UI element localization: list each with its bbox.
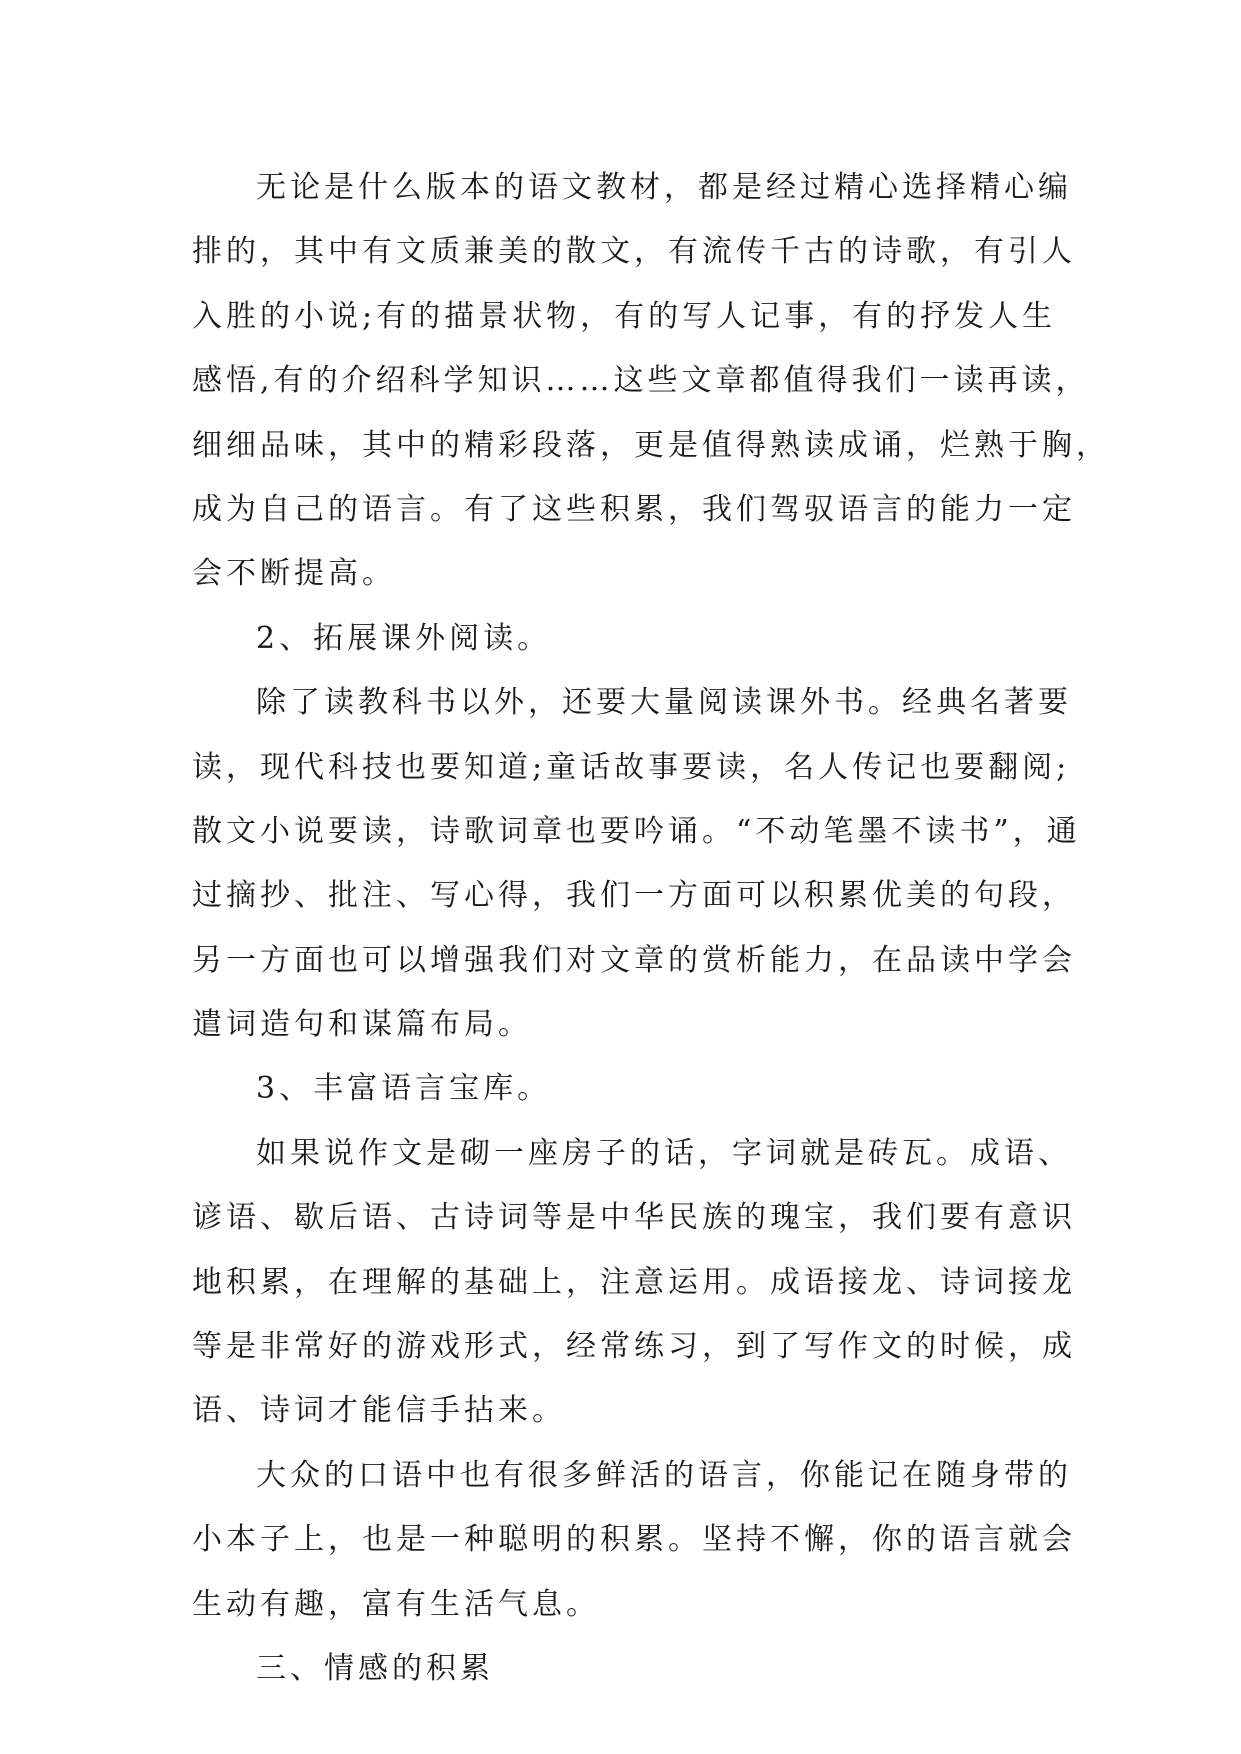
- text-line-23: 生动有趣，富有生活气息。: [192, 1586, 600, 1622]
- text-line-22: 小本子上，也是一种聪明的积累。坚持不懈，你的语言就会: [192, 1522, 1076, 1558]
- text-line-14: 遣词造句和谋篇布局。: [192, 1007, 532, 1043]
- text-line-12: 过摘抄、批注、写心得，我们一方面可以积累优美的句段，: [192, 878, 1076, 914]
- document-body: [192, 156, 1110, 1701]
- text-line-21: 大众的口语中也有很多鲜活的语言，你能记在随身带的: [256, 1457, 1072, 1493]
- text-line-11: 散文小说要读，诗歌词章也要吟诵。“不动笔墨不读书”，通: [192, 813, 1081, 849]
- text-line-10: 读，现代科技也要知道;童话故事要读，名人传记也要翻阅;: [192, 749, 1071, 785]
- text-line-18: 地积累，在理解的基础上，注意运用。成语接龙、诗词接龙: [192, 1264, 1076, 1300]
- text-line-19: 等是非常好的游戏形式，经常练习，到了写作文的时候，成: [192, 1329, 1076, 1365]
- text-line-1: 无论是什么版本的语文教材，都是经过精心选择精心编: [256, 170, 1072, 205]
- text-line-6: 成为自己的语言。有了这些积累，我们驾驭语言的能力一定: [192, 491, 1076, 527]
- text-line-7: 会不断提高。: [192, 556, 396, 592]
- text-line-17: 谚语、歇后语、古诗词等是中华民族的瑰宝，我们要有意识: [192, 1200, 1076, 1236]
- text-line-4: 感悟,有的介绍科学知识……这些文章都值得我们一读再读，: [192, 363, 1090, 399]
- text-line-5: 细细品味，其中的精彩段落，更是值得熟读成诵，烂熟于胸，: [192, 427, 1110, 463]
- text-line-2: 排的，其中有文质兼美的散文，有流传千古的诗歌，有引人: [192, 234, 1076, 270]
- text-line-20: 语、诗词才能信手拈来。: [192, 1393, 566, 1429]
- text-line-3: 入胜的小说;有的描景状物，有的写人记事，有的抒发人生: [192, 298, 1057, 334]
- text-line-9: 除了读教科书以外，还要大量阅读课外书。经典名著要: [256, 685, 1072, 721]
- section-heading-3: 3、丰富语言宝库。: [256, 1071, 552, 1107]
- section-heading-emotion: 三、情感的积累: [256, 1650, 494, 1686]
- text-line-13: 另一方面也可以增强我们对文章的赏析能力，在品读中学会: [192, 942, 1076, 978]
- text-line-16: 如果说作文是砌一座房子的话，字词就是砖瓦。成语、: [256, 1135, 1072, 1171]
- section-heading-2: 2、拓展课外阅读。: [256, 620, 552, 656]
